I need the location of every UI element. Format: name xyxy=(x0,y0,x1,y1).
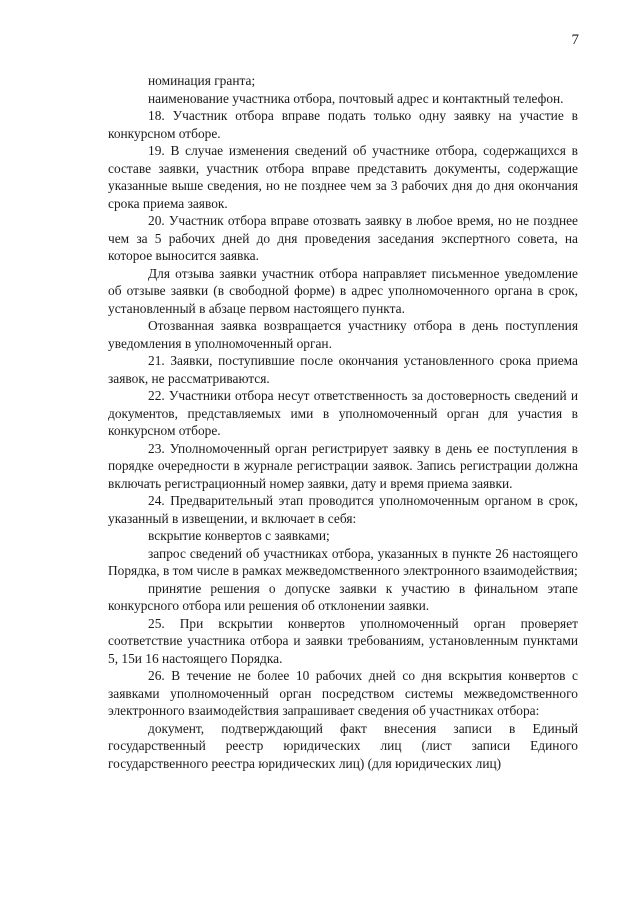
paragraph: 18. Участник отбора вправе подать только одну заявку на участие в конкурсном отборе. xyxy=(108,108,578,141)
paragraph: 22. Участники отбора несут ответственность за достоверность сведений и документов, представляемых ими в уполномоченный орган для участия в конкурсном отборе. xyxy=(108,388,578,438)
paragraph: принятие решения о допуске заявки к участию в финальном этапе конкурсного отбора или решения об отклонении заявки. xyxy=(108,580,578,613)
paragraph: 23. Уполномоченный орган регистрирует заявку в день ее поступления в порядке очередности в журнале регистрации заявок. Запись регистрации должна включать регистрационный номер заявки, дату и время приема заявки. xyxy=(108,440,578,491)
paragraph: вскрытие конвертов с заявками; xyxy=(148,528,330,543)
paragraph: 19. В случае изменения сведений об участнике отбора, содержащихся в составе заявки, участник отбора вправе представить документы, содержащие указанные выше сведения, но не позднее чем за 3 рабочих дня до дня окончания срока приема заявок. xyxy=(108,143,578,211)
paragraph: 25. При вскрытии конвертов уполномоченный орган проверяет соответствие участника отбора и заявки требованиям, установленным пунктами 5, 15и 16 настоящего Порядка. xyxy=(108,615,578,666)
paragraph: 24. Предварительный этап проводится уполномоченным органом в срок, указанный в извещении, и включает в себя: xyxy=(108,493,578,526)
page-number: 7 xyxy=(571,32,579,48)
paragraph: 26. В течение не более 10 рабочих дней со дня вскрытия конвертов с заявками уполномоченный орган посредством системы межведомственного электронного взаимодействия запрашивает сведения об участниках отбора: xyxy=(108,668,578,718)
paragraph: номинация гранта; xyxy=(148,73,256,88)
paragraph: документ, подтверждающий факт внесения записи в Единый государственный реестр юридических лиц (лист записи Единого государственного реестра юридических лиц) (для юридических лиц) xyxy=(108,720,578,771)
paragraph: Отозванная заявка возвращается участнику отбора в день поступления уведомления в уполномоченный орган. xyxy=(108,318,578,351)
paragraph: наименование участника отбора, почтовый адрес и контактный телефон. xyxy=(148,90,564,106)
paragraph: 21. Заявки, поступившие после окончания установленного срока приема заявок, не рассматриваются. xyxy=(108,353,578,386)
paragraph: Для отзыва заявки участник отбора направляет письменное уведомление об отзыве заявки (в свободной форме) в адрес уполномоченного органа в срок, установленный в абзаце первом настоящего пункта. xyxy=(108,265,578,316)
document-body xyxy=(108,72,578,772)
paragraph: запрос сведений об участниках отбора, указанных в пункте 26 настоящего Порядка, в том числе в рамках межведомственного электронного взаимодействия; xyxy=(108,545,578,578)
paragraph: 20. Участник отбора вправе отозвать заявку в любое время, но не позднее чем за 5 рабочих дней до дня проведения заседания экспертного совета, на которое выносится заявка. xyxy=(108,213,578,263)
